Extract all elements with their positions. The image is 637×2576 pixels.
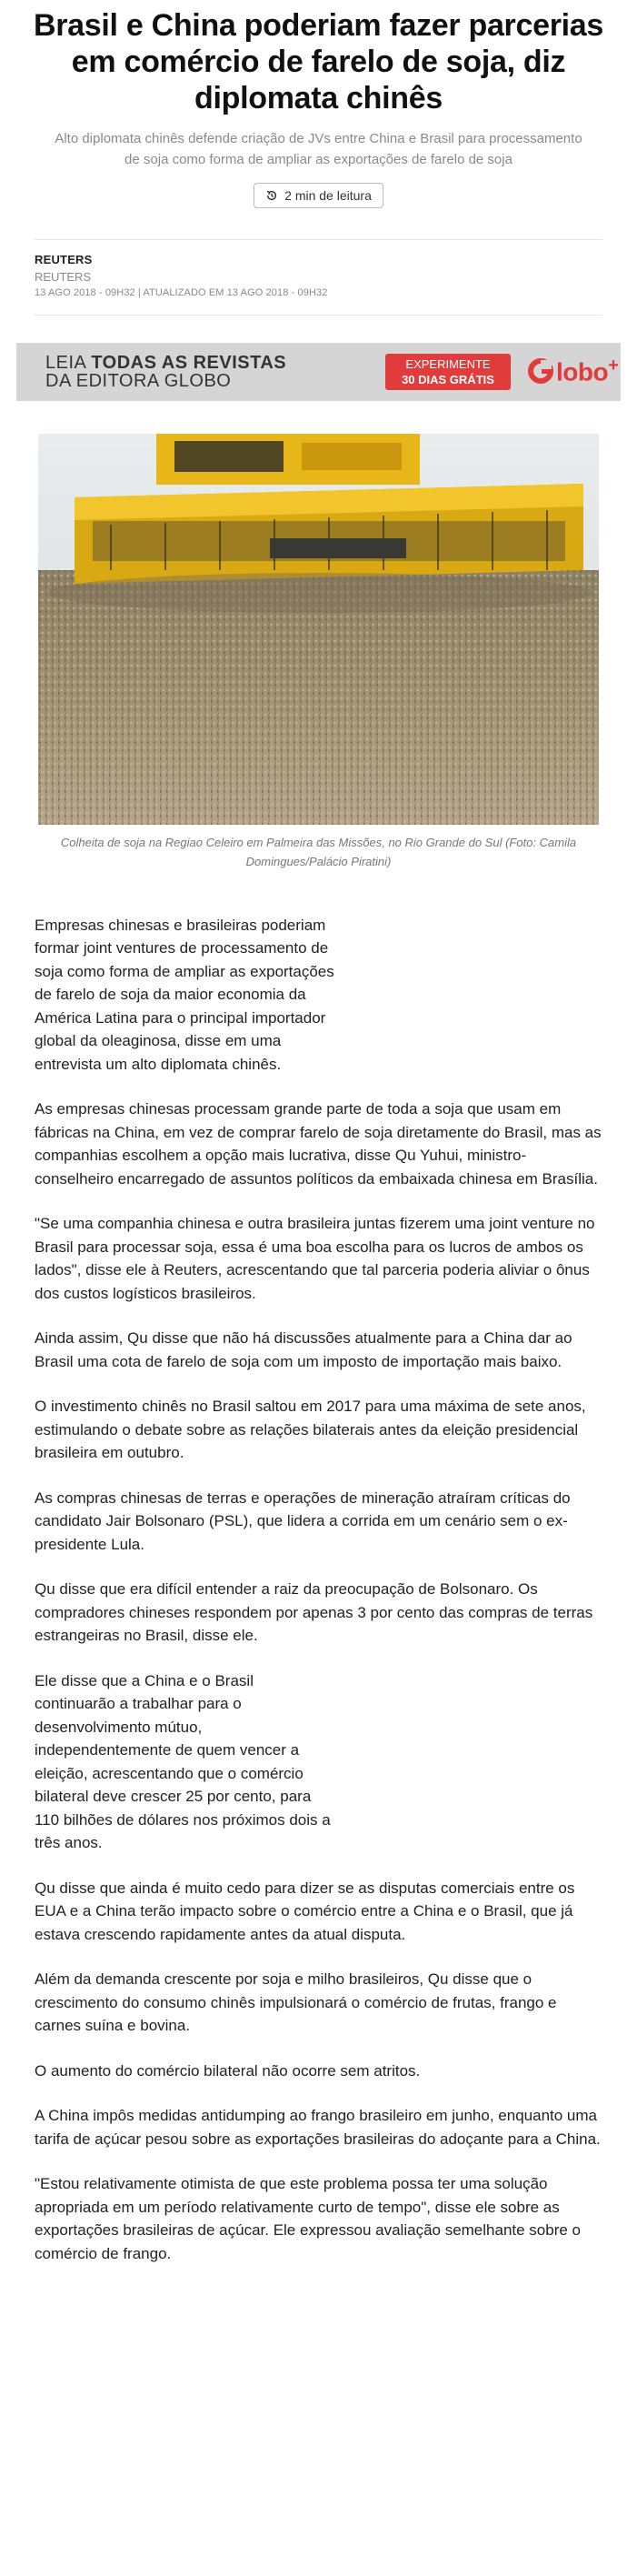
- article-body: [35, 914, 602, 2266]
- banner-line2: DA EDITORA GLOBO: [45, 371, 232, 392]
- try-free-line1: EXPERIMENTE: [405, 357, 491, 372]
- paragraph: As empresas chinesas processam grande parte de toda a soja que usam em fábricas na China, em vez de comprar farelo de soja diretamente do Brasil, mas as companhias escolhem a opção mais lucrativa, disse Qu Yuhui, ministro-conselheiro encarregado de assuntos políticos da embaixada chinesa em Brasília.: [35, 1100, 602, 1188]
- read-time-label: 2 min de leitura: [284, 188, 372, 204]
- logo-wordmark: [556, 356, 618, 386]
- paragraph: O investimento chinês no Brasil saltou em 2017 para uma máxima de sete anos, estimulando o debate sobre as relações bilaterais antes da eleição presidencial brasileira em outubro.: [35, 1398, 586, 1462]
- read-time-badge: [254, 183, 383, 208]
- harvest-photo-image: [38, 434, 599, 825]
- banner-todas: TODAS AS REVISTAS: [91, 353, 287, 374]
- clock-icon: [265, 189, 278, 202]
- logo-plus: +: [608, 356, 619, 376]
- banner-text: [45, 354, 286, 390]
- paragraph: A China impôs medidas antidumping ao frango brasileiro em junho, enquanto uma tarifa de açúcar pesou sobre as exportações brasileiras do adoçante para a China.: [35, 2107, 601, 2148]
- paragraph: "Se uma companhia chinesa e outra brasileira juntas fizerem uma joint venture no Brasil para processar soja, essa é uma boa escolha para os lucros de ambos os lados", disse ele à Reuters, acrescentando que tal parceria poderia aliviar o ônus dos custos logísticos brasileiros.: [35, 1215, 595, 1302]
- globo-logo: [527, 356, 618, 386]
- logo-text: lobo: [556, 357, 609, 386]
- byline: [35, 239, 602, 298]
- source-name: REUTERS: [35, 270, 92, 285]
- globo-g-icon: [527, 357, 554, 385]
- paragraph: Qu disse que era difícil entender a raiz da preocupação de Bolsonaro. Os compradores chineses respondem por apenas 3 por cento das compras de terras estrangeiras no Brasil, disse ele.: [35, 1580, 593, 1645]
- paragraph: As compras chinesas de terras e operações de mineração atraíram críticas do candidato Jair Bolsonaro (PSL), que lidera a corrida em um cenário sem o ex-presidente Lula.: [35, 1488, 571, 1553]
- photo-caption: Colheita de soja na Regiao Celeiro em Palmeira das Missões, no Rio Grande do Sul (Foto: Camila Domingues/Palácio Piratini): [60, 836, 577, 869]
- article-photo: [38, 434, 599, 825]
- paragraph: Além da demanda crescente por soja e milho brasileiros, Qu disse que o crescimento do consumo chinês impulsionará o comércio de frutas, frango e carnes suína e bovina.: [35, 1970, 557, 2035]
- paragraph: Ele disse que a China e o Brasil continuarão a trabalhar para o desenvolvimento mútuo, independentemente de quem vencer a eleição, acrescentando que o comércio bilateral deve crescer 25 por cento, para 110 bilhões de dólares nos próximos dois a três anos.: [35, 1671, 331, 1852]
- paragraph: "Estou relativamente otimista de que este problema possa ter uma solução apropriada em um período relativamente curto de tempo", disse ele sobre as exportações brasileiras de açúcar. Ele expressou avaliação semelhante sobre o comércio de frango.: [35, 2175, 582, 2262]
- try-free-line2: 30 DIAS GRÁTIS: [402, 373, 494, 387]
- article-title: Brasil e China poderiam fazer parcerias em comércio de farelo de soja, diz diplomata chinês: [33, 8, 603, 116]
- try-free-button[interactable]: [385, 354, 511, 390]
- paragraph: Empresas chinesas e brasileiras poderiam formar joint ventures de processamento de soja como forma de ampliar as exportações de farelo de soja da maior economia da América Latina para o principal importador global da oleaginosa, disse em uma entrevista um alto diplomata chinês.: [35, 916, 334, 1073]
- paragraph: Ainda assim, Qu disse que não há discussões atualmente para a China dar ao Brasil uma cota de farelo de soja com um imposto de importação mais baixo.: [35, 1329, 572, 1370]
- paragraph: O aumento do comércio bilateral não ocorre sem atritos.: [35, 2061, 421, 2080]
- paragraph: Qu disse que ainda é muito cedo para dizer se as disputas comerciais entre os EUA e a China terão impacto sobre o comércio entre a China e o Brasil, que já estava crescendo rapidamente antes da atual disputa.: [35, 1879, 575, 1943]
- article-subtitle: Alto diplomata chinês defende criação de JVs entre China e Brasil para processamento de soja como forma de ampliar as exportações de farelo de soja: [55, 131, 582, 167]
- author-name[interactable]: REUTERS: [35, 253, 93, 267]
- subscription-banner[interactable]: [16, 343, 621, 401]
- byline-divider: [35, 315, 602, 316]
- publish-dates: 13 AGO 2018 - 09H32 | ATUALIZADO EM 13 AGO 2018 - 09H32: [35, 287, 328, 299]
- banner-leia: LEIA: [45, 353, 92, 374]
